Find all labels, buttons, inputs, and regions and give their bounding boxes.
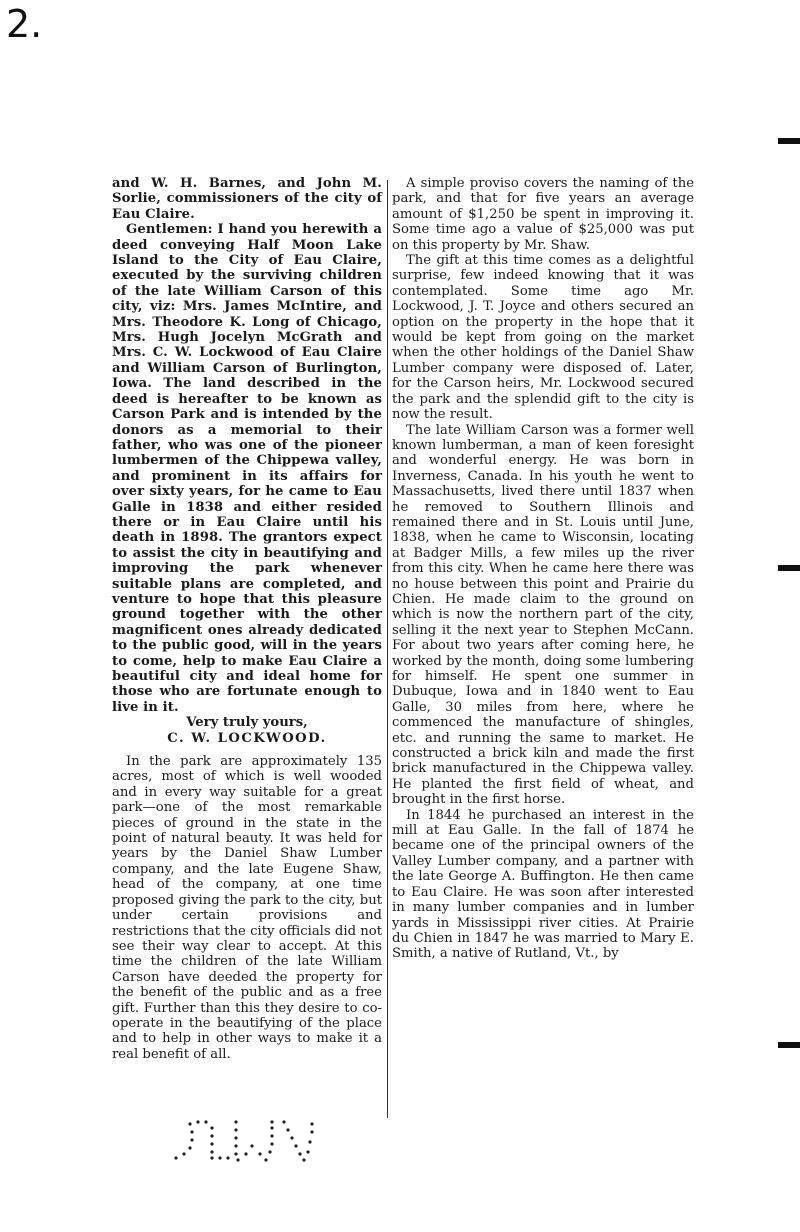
park-paragraph: In the park are approximately 135 acres, most of which is well wooded and in every way suitable for a great park—one of the most remarkable pieces of ground in the state in the point of natural beauty. It was held for years by the Daniel Shaw Lumber company, and the late Eugene Shaw, head of the company, at one time proposed giving the park to the city, but under certain provisions and restrictions that the city officials did not see their way clear to accept. At this time the children of the late William Carson have deeded the property for the benefit of the public and as a free gift. Further than this they desire to co-operate in the beautifying of the place and to help in other ways to make it a real benefit of all. <box>112 754 382 1062</box>
column-rule <box>387 180 388 1118</box>
letter-closing: Very truly yours, <box>186 715 308 731</box>
mill-paragraph: In 1844 he purchased an interest in the mill at Eau Galle. In the fall of 1874 he became one of the principal owners of the Valley Lumber company, and a partner with the late George A. Buffington. He then came to Eau Claire. He was soon after interested in many lumber companies and in lumber yards in Mississippi river cities. At Prairie du Chien in 1847 he was married to Mary E. Smith, a native of Rutland, Vt., by <box>392 807 694 962</box>
binder-mark <box>778 1042 800 1048</box>
letter-body: Gentlemen: I hand you herewith a deed conveying Half Moon Lake Island to the City of Eau Claire, executed by the surviving children of the late William Carson of this city, viz: Mrs. James McIntire, and Mrs. Theodore K. Long of Chicago, Mrs. Hugh Jocelyn McGrath and Mrs. C. W. Lockwood of Eau Claire and William Carson of Burlington, Iowa. The land described in the deed is hereafter to be known as Carson Park and is intended by the donors as a memorial to their father, who was one of the pioneer lumbermen of the Chippewa valley, and prominent in its affairs for over sixty years, for he came to Eau Galle in 1838 and either resided there or in Eau Claire until his death in 1898. The grantors expect to assist the city in beautifying and improving the park whenever suitable plans are completed, and venture to hope that this pleasure ground together with the other magnificent ones already dedicated to the public good, will in the years to come, help to make Eau Claire a beautiful city and ideal home for those who are fortunate enough to live in it. <box>112 222 382 715</box>
letter-signature: C. W. LOCKWOOD. <box>167 730 327 746</box>
proviso-paragraph: A simple proviso covers the naming of the park, and that for five years an average amount of $1,250 be spent in improving it. Some time ago a value of $25,000 was put on this property by Mr. Shaw. <box>392 176 694 253</box>
binder-mark <box>778 565 800 571</box>
left-column <box>112 176 382 1062</box>
binder-mark <box>778 138 800 144</box>
gift-paragraph: The gift at this time comes as a delightful surprise, few indeed knowing that it was contemplated. Some time ago Mr. Lockwood, J. T. Joyce and others secured an option on the property in the hope that it would be kept from going on the market when the other holdings of the Daniel Shaw Lumber company were disposed of. Later, for the Carson heirs, Mr. Lockwood secured the park and the splendid gift to the city is now the result. <box>392 253 694 423</box>
letter-address: and W. H. Barnes, and John M. Sorlie, commissioners of the city of Eau Claire. <box>112 176 382 222</box>
carson-paragraph: The late William Carson was a former well known lumberman, a man of keen foresight and wonderful energy. He was born in Inverness, Canada. In his youth he went to Massachusetts, lived there until 1837 when he removed to Southern Illinois and remained there and in St. Louis until June, 1838, when he came to Wisconsin, locating at Badger Mills, a few miles up the river from this city. When he came here there was no house between this point and Prairie du Chien. He made claim to the ground on which is now the northern part of the city, selling it the next year to Stephen McCann. For about two years after coming here, he worked by the month, doing some lumbering for himself. He spent one summer in Dubuque, Iowa and in 1840 went to Eau Galle, 30 miles from here, where he commenced the manufacture of shingles, etc. and running the same to market. He constructed a brick kiln and made the first brick manufactured in the Chippewa valley. He planted the first field of wheat, and brought in the first horse. <box>392 422 694 808</box>
page-number: 2. <box>6 2 43 46</box>
right-column <box>392 176 694 962</box>
newspaper-clipping <box>112 176 706 1146</box>
perforation-stamp <box>166 1118 316 1162</box>
